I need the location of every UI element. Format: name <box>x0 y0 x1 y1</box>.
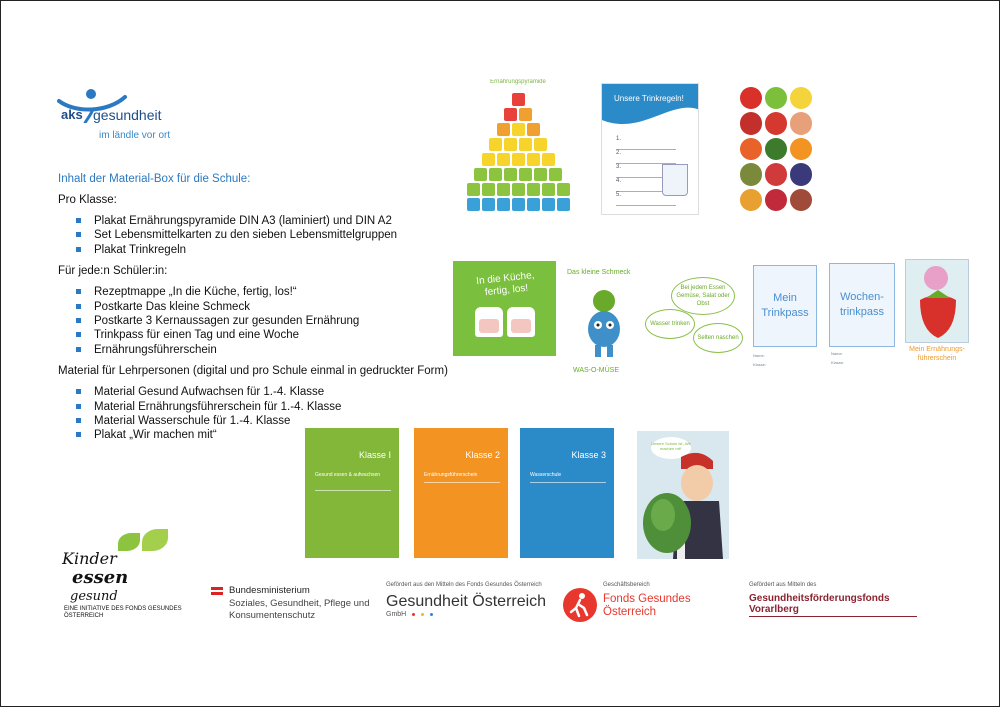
pomegranate-icon <box>765 189 787 211</box>
pass-name-field: Name: <box>753 353 765 358</box>
vlbg-caption: Gefördert aus Mitteln des <box>749 582 817 588</box>
logo-name: gesundheit <box>93 107 162 123</box>
dot-icon <box>421 613 424 616</box>
list-item: Set Lebensmittelkarten zu den sieben Lebensmittelgruppen <box>76 228 458 242</box>
logo-tagline: im ländle vor ort <box>99 130 171 141</box>
section-list <box>76 214 458 257</box>
essen-word: essen <box>72 567 129 588</box>
fig-icon <box>790 189 812 211</box>
fgoe-caption: Geschäftsbereich <box>603 582 650 588</box>
goe-gmbh-line <box>386 611 556 618</box>
wave-graphic <box>602 84 699 128</box>
list-item: Plakat Trinkregeln <box>76 243 458 257</box>
pass-klasse-field: Klasse: <box>831 360 845 365</box>
divider <box>315 490 391 491</box>
speech-bubble: Wasser trinken <box>645 309 695 339</box>
banana-icon <box>790 87 812 109</box>
fruit-icon <box>740 189 762 211</box>
list-item: Material Ernährungsführerschein für 1.-4. Klasse <box>76 400 458 414</box>
apricot-icon <box>790 112 812 134</box>
ernaehrungsfuehrerschein-card <box>905 259 969 371</box>
wir-machen-mit-poster <box>637 431 729 559</box>
schmeck-postcard <box>565 267 641 377</box>
aks-gesundheit-logo <box>57 87 187 151</box>
book-title: Klasse I <box>358 450 391 460</box>
monster-icon <box>581 289 627 359</box>
trinkpass-card: Mein Trinkpass <box>753 265 817 347</box>
child-photo <box>637 431 729 559</box>
book-title: Klasse 2 <box>465 450 500 460</box>
list-item: Rezeptmappe „In die Küche, fertig, los!“ <box>76 285 458 299</box>
kinder-sub: EINE INITIATIVE DES FONDS GESUNDES ÖSTERREICH <box>64 606 182 619</box>
trinkregeln-poster <box>601 83 699 215</box>
grapes-icon <box>790 163 812 185</box>
list-item: Trinkpass für einen Tag und eine Woche <box>76 328 458 342</box>
section-list <box>76 285 458 357</box>
section-title: Material für Lehrpersonen (digital und pro Schule einmal in gedruckter Form) <box>58 365 448 378</box>
section-title: Pro Klasse: <box>58 194 117 206</box>
rule-line: 3. <box>616 164 676 178</box>
list-item: Postkarte 3 Kernaussagen zur gesunden Ernährung <box>76 314 458 328</box>
dot-icon <box>412 613 415 616</box>
speech-bubble: Selten naschen <box>693 323 743 353</box>
book-subtitle: Gesund essen & aufwachsen <box>315 472 381 478</box>
chef-icon <box>475 307 503 337</box>
kernaussagen-postcard <box>641 277 749 377</box>
rule-line: 4. <box>616 178 676 192</box>
gesund-word: gesund <box>70 589 118 604</box>
book-klasse-3 <box>520 428 614 558</box>
divider <box>530 482 606 483</box>
austria-flag-icon <box>211 587 223 595</box>
runner-icon <box>563 588 597 622</box>
glass-icon <box>662 164 688 196</box>
divider <box>424 482 500 483</box>
goe-caption: Gefördert aus den Mitteln des Fonds Gesundes Österreich <box>386 582 542 588</box>
book-klasse-1 <box>305 428 399 558</box>
list-item: Plakat Ernährungspyramide DIN A3 (laminiert) und DIN A2 <box>76 214 458 228</box>
material-heading: Inhalt der Material-Box für die Schule: <box>58 173 251 185</box>
list-item: Material Gesund Aufwachsen für 1.-4. Klasse <box>76 385 458 399</box>
strawberry-icon <box>765 163 787 185</box>
trinkregeln-title: Unsere Trinkregeln! <box>614 94 684 103</box>
chef-icon <box>507 307 535 337</box>
fuehrerschein-title: Mein Ernährungs-führerschein <box>909 346 965 362</box>
logo-brand: aks <box>61 107 83 122</box>
goe-gmbh: GmbH <box>386 611 407 618</box>
schmeck-bottom: WAS-O-MÜSE <box>573 367 620 374</box>
strawberry-icon <box>906 260 969 344</box>
book-klasse-2 <box>414 428 508 558</box>
leaf-icon <box>118 533 140 551</box>
book-title: Klasse 3 <box>571 450 606 460</box>
pear-icon <box>765 87 787 109</box>
goe-name: Gesundheit Österreich <box>386 593 547 610</box>
list-item: Postkarte Das kleine Schmeck <box>76 300 458 314</box>
food-cards <box>736 83 816 215</box>
poster-bubble: Unsere Schule ist „Wir machen mit“ <box>651 437 691 459</box>
pass-name-field: Name: <box>831 351 843 356</box>
wochentrinkpass-card: Wochen-trinkpass <box>829 263 895 347</box>
pyramid-title: Ernährungspyramide <box>490 79 546 85</box>
book-subtitle: Wasserschule <box>530 472 562 478</box>
rule-line: 1. <box>616 136 676 150</box>
cherry-icon <box>765 112 787 134</box>
apricot-icon <box>740 138 762 160</box>
apple-icon <box>740 112 762 134</box>
leaf-icon <box>142 529 168 551</box>
kinder-word: Kinder <box>62 549 117 568</box>
section-list <box>76 385 458 443</box>
fgoe-name: Fonds Gesundes Österreich <box>603 593 691 618</box>
ministerium-name: Bundesministerium <box>229 585 310 596</box>
material-list <box>58 173 458 451</box>
kinder-essen-gesund-logo <box>56 529 186 627</box>
recipe-folder <box>453 261 556 356</box>
list-item: Material Wasserschule für 1.-4. Klasse <box>76 414 458 428</box>
dot-icon <box>430 613 433 616</box>
speech-bubble: Bei jedem Essen Gemüse, Salat oder Obst <box>671 277 735 315</box>
recipe-title: In die Küche, fertig, los! <box>475 270 535 299</box>
vlbg-name: Gesundheitsförderungsfonds Vorarlberg <box>749 593 917 617</box>
pass-klasse-field: Klasse: <box>753 362 767 367</box>
rule-line: 5. <box>616 192 676 206</box>
book-subtitle: Ernährungsführerschein <box>424 472 478 478</box>
list-item: Ernährungsführerschein <box>76 343 458 357</box>
ministerium-sub: Soziales, Gesundheit, Pflege und Konsumentenschutz <box>229 598 370 621</box>
gesundheitsfoerderungsfonds-logo <box>749 582 939 617</box>
fig-icon <box>765 138 787 160</box>
apple-icon <box>740 87 762 109</box>
kiwi-icon <box>740 163 762 185</box>
food-pyramid-poster <box>453 79 583 227</box>
rule-line: 2. <box>616 150 676 164</box>
card-picture <box>905 259 969 343</box>
list-item: Plakat „Wir machen mit“ <box>76 428 458 442</box>
gesundheit-oesterreich-logo <box>386 582 556 618</box>
orange-icon <box>790 138 812 160</box>
schmeck-title: Das kleine Schmeck <box>567 269 631 276</box>
section-title: Für jede:n Schüler:in: <box>58 265 168 278</box>
